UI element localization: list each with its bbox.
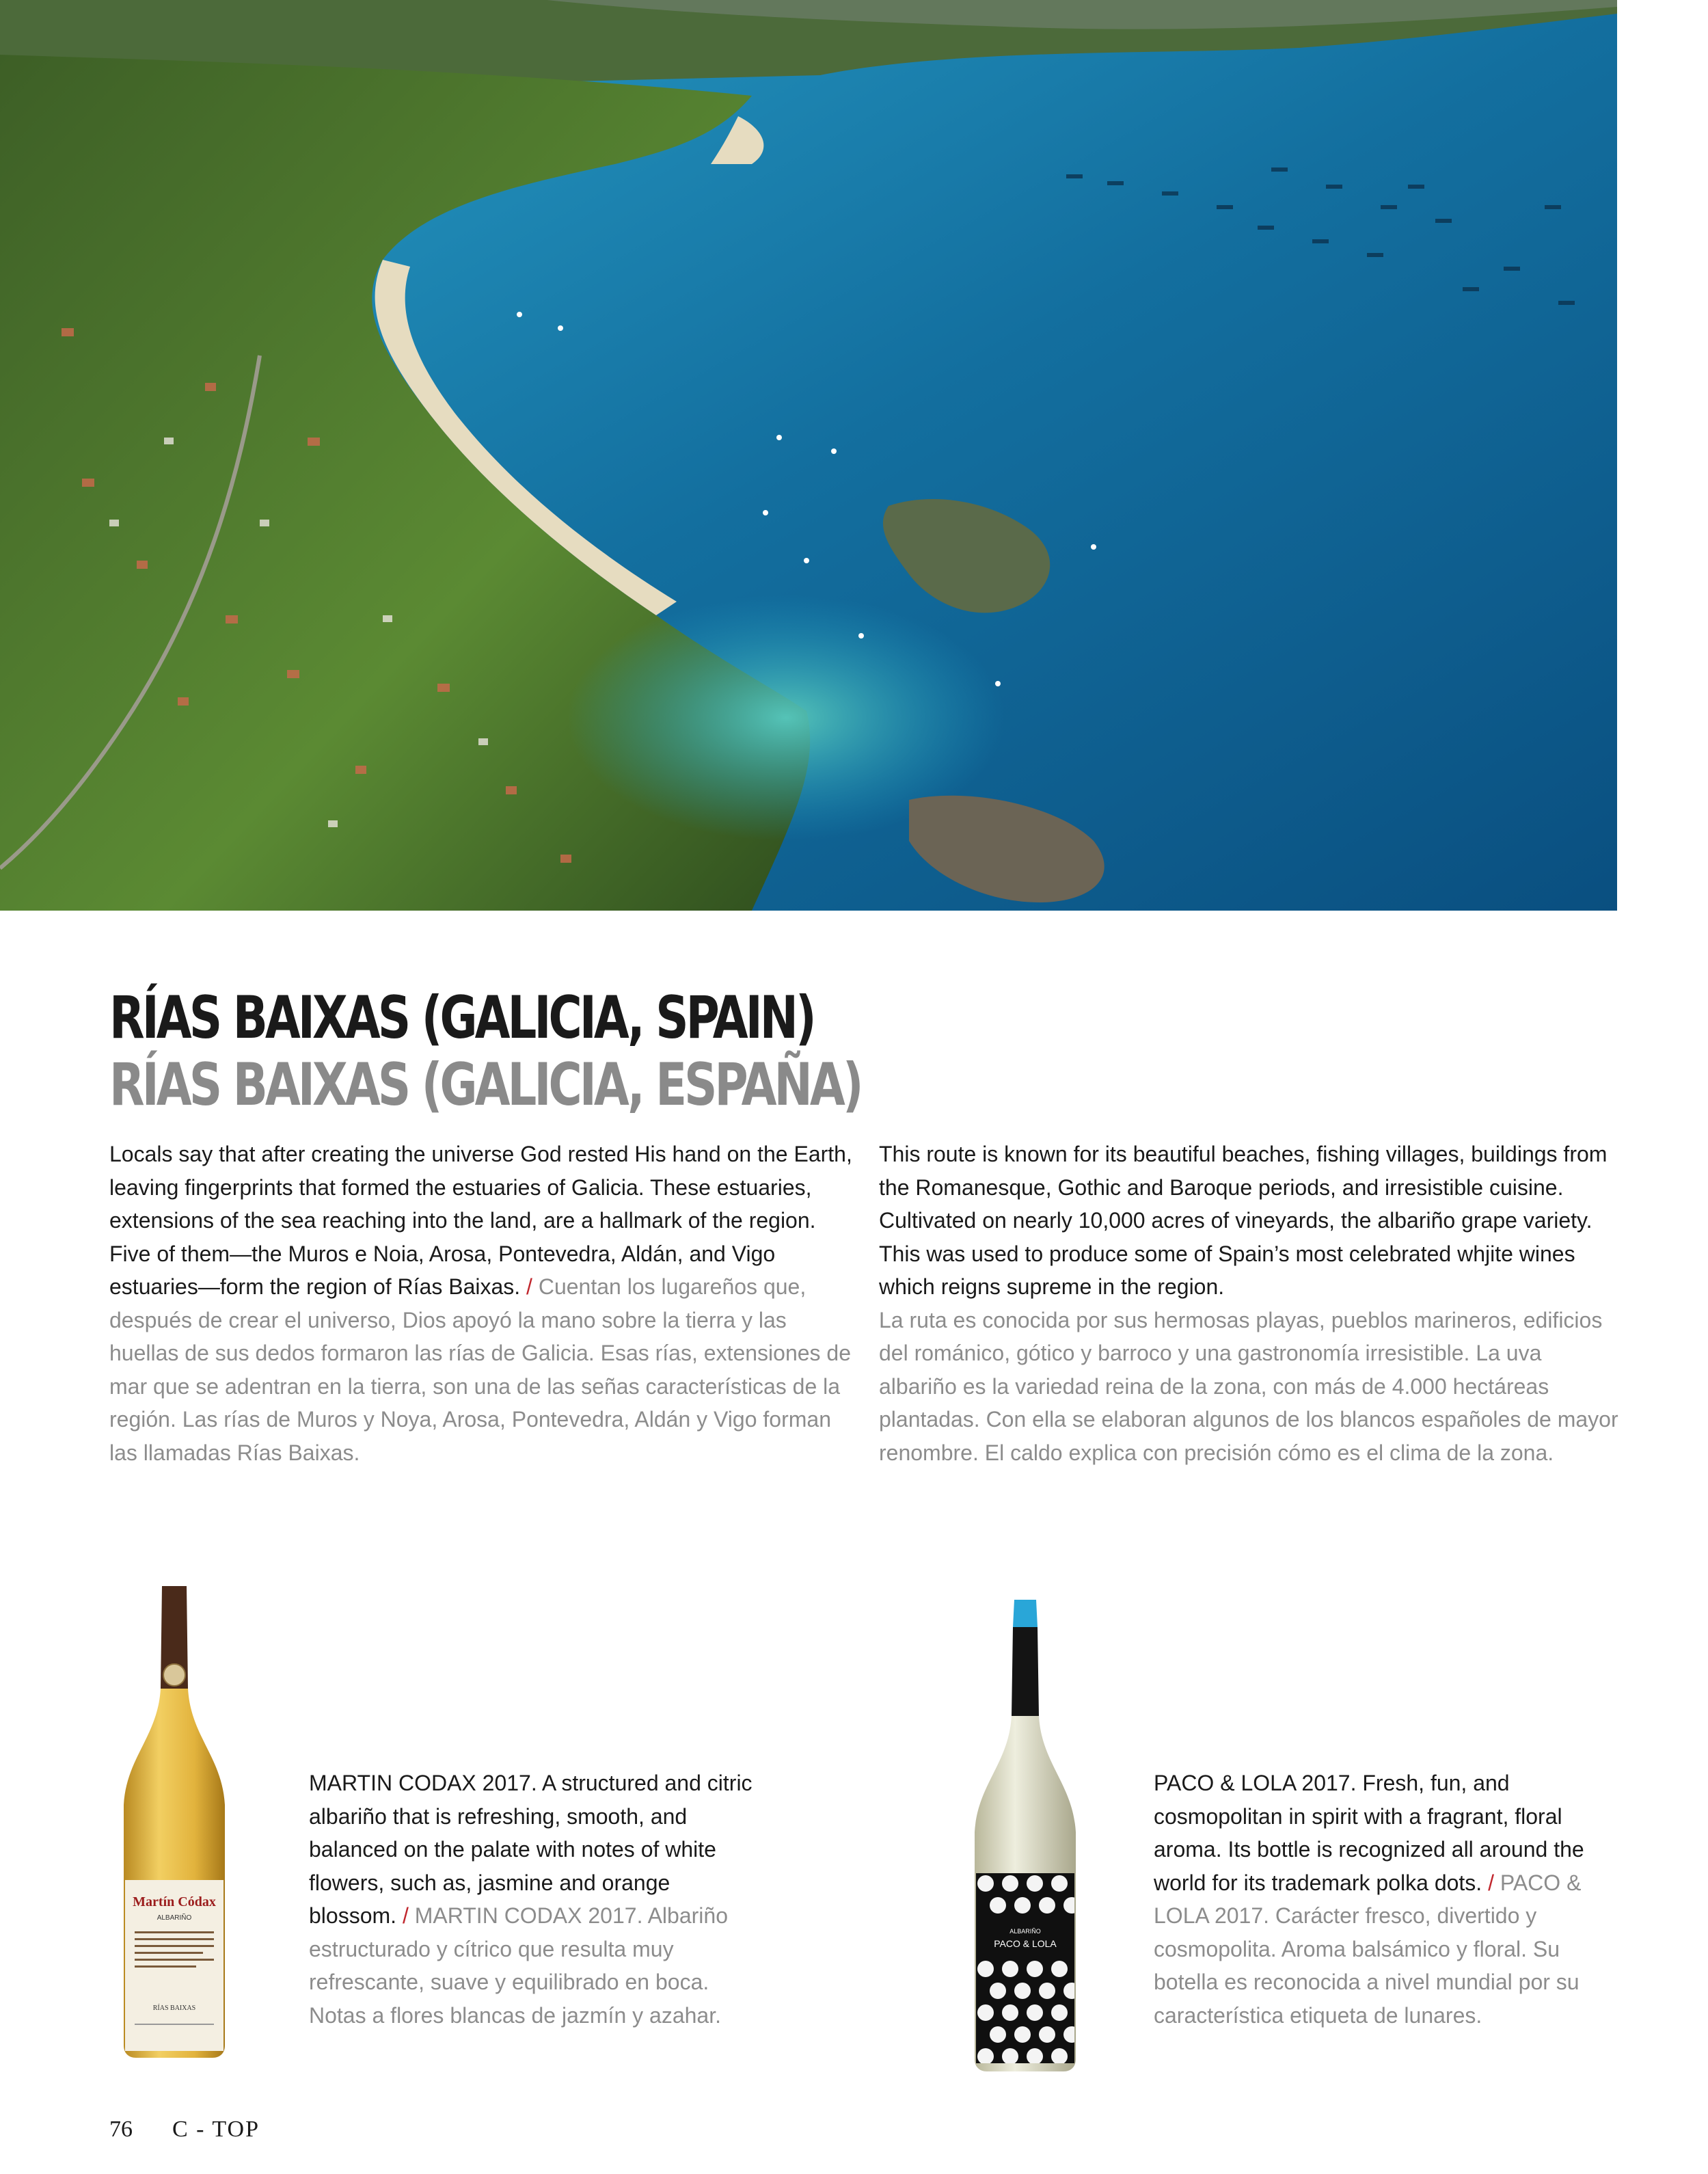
- intro-right-spanish: La ruta es conocida por sus hermosas playas, pueblos marineros, edificios del románico, gótico y barroco y una gastronomía irresistible. La uva albariño es la variedad reina de la zona, con más de 4.000 hectáreas plantadas. Con ella se elaboran algunos de los blancos españoles de mayor renombre. El caldo explica con precisión cómo es el clima de la zona.: [879, 1307, 1618, 1465]
- aerial-coast-photo-icon: [0, 0, 1617, 911]
- page-number: 76: [109, 2117, 133, 2142]
- paco-lola-bottle-icon: [971, 1600, 1080, 2071]
- article-title: [109, 984, 930, 1118]
- page-footer: [109, 2117, 260, 2143]
- svg-text:ALBARIÑO: ALBARIÑO: [157, 1914, 192, 1922]
- wine-paco-english: PACO & LOLA 2017. Fresh, fun, and cosmopolitan in spirit with a fragrant, floral aroma. Its bottle is recognized all around the world for its trademark polka dots.: [1154, 1771, 1584, 1895]
- title-english: RÍAS BAIXAS (GALICIA, SPAIN): [109, 984, 814, 1052]
- wine-description-martin-codax: [309, 1767, 760, 2032]
- title-spanish: RÍAS BAIXAS (GALICIA, ESPAÑA): [109, 1051, 861, 1119]
- intro-left-spanish: Cuentan los lugareños que, después de crear el universo, Dios apoyó la mano sobre la tierra y las huellas de sus dedos formaron las rías de Galicia. Esas rías, extensiones de mar que se adentran en la tierra, son una de las señas características de la región. Las rías de Muros y Noya, Arosa, Pontevedra, Aldán y Vigo forman las llamadas Rías Baixas.: [109, 1274, 852, 1465]
- martin-codax-bottle-icon: [120, 1586, 229, 2058]
- svg-text:Martín Códax: Martín Códax: [133, 1894, 216, 1909]
- language-separator: /: [402, 1903, 409, 1928]
- intro-left-english: Locals say that after creating the universe God rested His hand on the Earth, leaving fingerprints that formed the estuaries of Galicia. These estuaries, extensions of the sea reaching into the land, are a hallmark of the region. Five of them—the Muros e Noia, Arosa, Pontevedra, Aldán, and Vigo estuaries—form the region of Rías Baixas.: [109, 1142, 852, 1299]
- intro-right-english: This route is known for its beautiful beaches, fishing villages, buildings from the Romanesque, Gothic and Baroque periods, and irresistible cuisine. Cultivated on nearly 10,000 acres of vineyards, the albariño grape variety. This was used to produce some of Spain’s most celebrated whjite wines which reigns supreme in the region.: [879, 1142, 1608, 1299]
- wine-martin-spanish: MARTIN CODAX 2017. Albariño estructurado y cítrico que resulta muy refrescante, suave y equilibrado en boca. Notas a flores blancas de jazmín y azahar.: [309, 1903, 728, 2028]
- svg-text:PACO & LOLA: PACO & LOLA: [994, 1938, 1057, 1949]
- wine-description-paco-lola: [1154, 1767, 1625, 2032]
- intro-column-right: [879, 1138, 1624, 1469]
- svg-text:RÍAS BAIXAS: RÍAS BAIXAS: [152, 2004, 196, 2012]
- magazine-name: C - TOP: [172, 2117, 260, 2142]
- hero-photo: [0, 0, 1617, 911]
- language-separator: /: [526, 1274, 532, 1299]
- language-separator: /: [1488, 1870, 1494, 1895]
- intro-column-left: [109, 1138, 854, 1469]
- wine-paco-spanish: PACO & LOLA 2017. Carácter fresco, divertido y cosmopolita. Aroma balsámico y floral. Su botella es reconocida a nivel mundial por su característica etiqueta de lunares.: [1154, 1870, 1582, 2028]
- wine-martin-english: MARTIN CODAX 2017. A structured and citric albariño that is refreshing, smooth, and balanced on the palate with notes of white flowers, such as, jasmine and orange blossom.: [309, 1771, 753, 1928]
- svg-text:ALBARIÑO: ALBARIÑO: [1009, 1928, 1041, 1935]
